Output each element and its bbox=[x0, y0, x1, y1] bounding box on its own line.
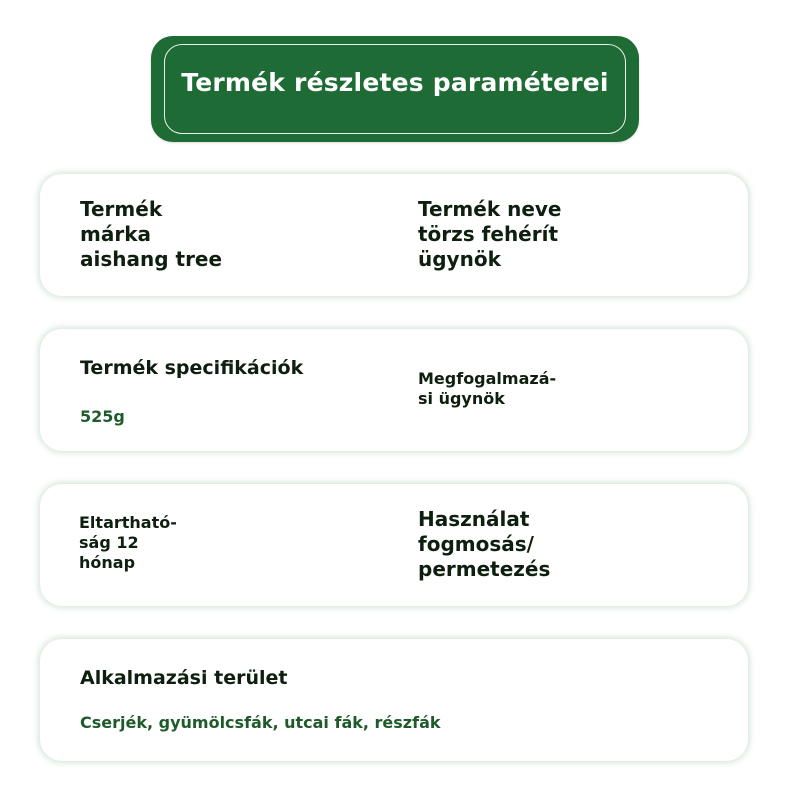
usage-line-2: fogmosás/ bbox=[418, 532, 534, 556]
shelf-life-line-3: hónap bbox=[79, 553, 136, 572]
spec-label: Termék specifikációk bbox=[80, 357, 304, 379]
usage-text bbox=[418, 507, 550, 582]
product-name-line-2: törzs fehérít bbox=[418, 222, 559, 246]
card-shelf-usage bbox=[40, 484, 748, 606]
brand-line-1: Termék bbox=[80, 197, 163, 221]
formulation-line-2: si ügynök bbox=[418, 389, 505, 408]
shelf-life-line-1: Eltartható- bbox=[79, 513, 177, 532]
card-application-area bbox=[40, 639, 748, 761]
application-value: Cserjék, gyümölcsfák, utcai fák, részfák bbox=[80, 713, 441, 732]
product-name-line-3: ügynök bbox=[418, 247, 501, 271]
brand-line-3: aishang tree bbox=[80, 247, 223, 271]
application-label: Alkalmazási terület bbox=[80, 667, 288, 689]
title-banner bbox=[151, 36, 639, 142]
formulation-line-1: Megfogalmazá- bbox=[418, 369, 557, 388]
brand-text bbox=[80, 197, 222, 272]
formulation-text bbox=[418, 369, 556, 409]
page-title: Termék részletes paraméterei bbox=[181, 68, 609, 97]
brand-line-2: márka bbox=[80, 222, 151, 246]
spec-value: 525g bbox=[80, 407, 125, 426]
product-name-line-1: Termék neve bbox=[418, 197, 562, 221]
card-spec-formulation bbox=[40, 329, 748, 451]
card-brand-name bbox=[40, 174, 748, 296]
usage-line-1: Használat bbox=[418, 507, 530, 531]
shelf-life-text bbox=[79, 513, 177, 573]
shelf-life-line-2: ság 12 bbox=[79, 533, 139, 552]
usage-line-3: permetezés bbox=[418, 557, 551, 581]
product-name-text bbox=[418, 197, 562, 272]
